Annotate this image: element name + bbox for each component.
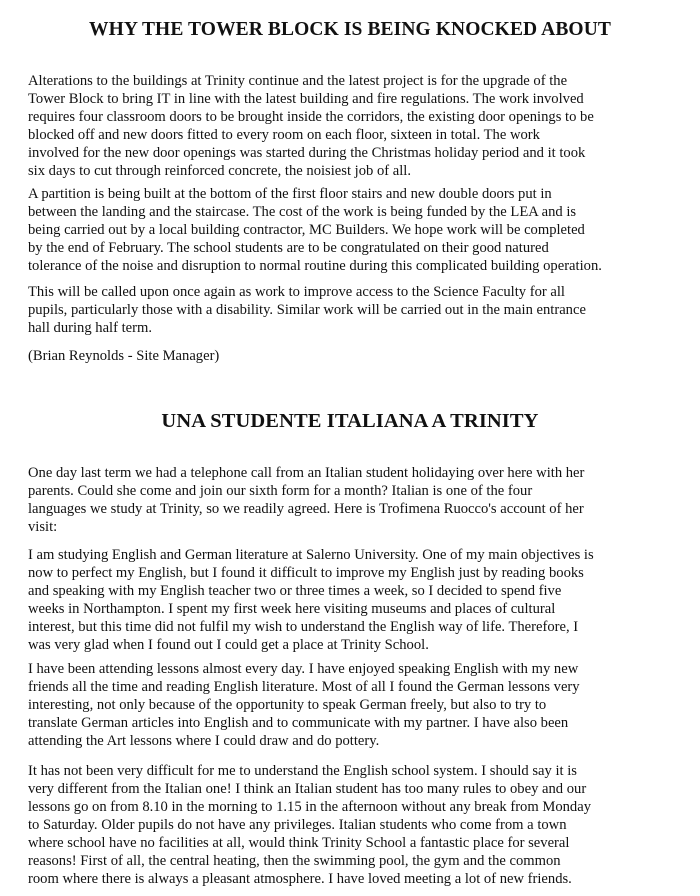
article2-paragraph-3: I have been attending lessons almost every day. I have enjoyed speaking English with my new friends all the time and reading English literature. Most of all I found the German lessons very interesting, not only because of the opportunity to speak German freely, but also to try to translate German articles into English and to communicate with my partner. I have also been attending the Art lessons where I could draw and do pottery. (28, 661, 580, 749)
article1-paragraph-2: A partition is being built at the bottom of the first floor stairs and new double doors put in between the landing and the staircase. The cost of the work is being funded by the LEA and is being carried out by a local building contractor, MC Builders. We hope work will be completed by the end of February. The school students are to be congratulated on their good natured tolerance of the noise and disruption to normal routine during this complicated building operation. (28, 186, 602, 274)
article2-paragraph-1: One day last term we had a telephone call from an Italian student holidaying over here with her parents. Could she come and join our sixth form for a month? Italian is one of the four languages we study at Trinity, so we readily agreed. Here is Trofimena Ruocco's account of her visit: (28, 465, 585, 535)
article1-paragraph-3: This will be called upon once again as work to improve access to the Science Faculty for all pupils, particularly those with a disability. Similar work will be carried out in the main entrance hall during half term. (28, 284, 586, 336)
article2-paragraph-2: I am studying English and German literature at Salerno University. One of my main objectives is now to perfect my English, but I found it difficult to improve my English just by reading books and speaking with my English teacher two or three times a week, so I decided to spend five weeks in Northampton. I spent my first week here visiting museums and places of cultural interest, but this time did not fulfil my wish to understand the English way of life. Therefore, I was very glad when I found out I could get a place at Trinity School. (28, 547, 594, 653)
article-title-italian-student: UNA STUDENTE ITALIANA A TRINITY (161, 410, 539, 432)
article2-paragraph-4: It has not been very difficult for me to understand the English school system. I should say it is very different from the Italian one! I think an Italian student has too many rules to obey and our lessons go on from 8.10 in the morning to 1.15 in the afternoon without any break from Monday to Saturday. Older pupils do not have any privileges. Italian students who come from a town where school have no facilities at all, would think Trinity School a fantastic place for several reasons! First of all, the central heating, then the swimming pool, the gym and the common room where there is always a pleasant atmosphere. I have loved meeting a lot of new friends. (28, 763, 591, 887)
article1-byline: (Brian Reynolds - Site Manager) (28, 348, 220, 364)
article-title-tower-block: WHY THE TOWER BLOCK IS BEING KNOCKED ABOUT (89, 19, 611, 40)
article1-paragraph-1: Alterations to the buildings at Trinity continue and the latest project is for the upgrade of the Tower Block to bring IT in line with the latest building and fire regulations. The work involved requires four classroom doors to be brought inside the corridors, the existing door openings to be blocked off and new doors fitted to every room on each floor, sixteen in total. The work involved for the new door openings was started during the Christmas holiday period and it took six days to cut through reinforced concrete, the noisiest job of all. (28, 73, 594, 179)
